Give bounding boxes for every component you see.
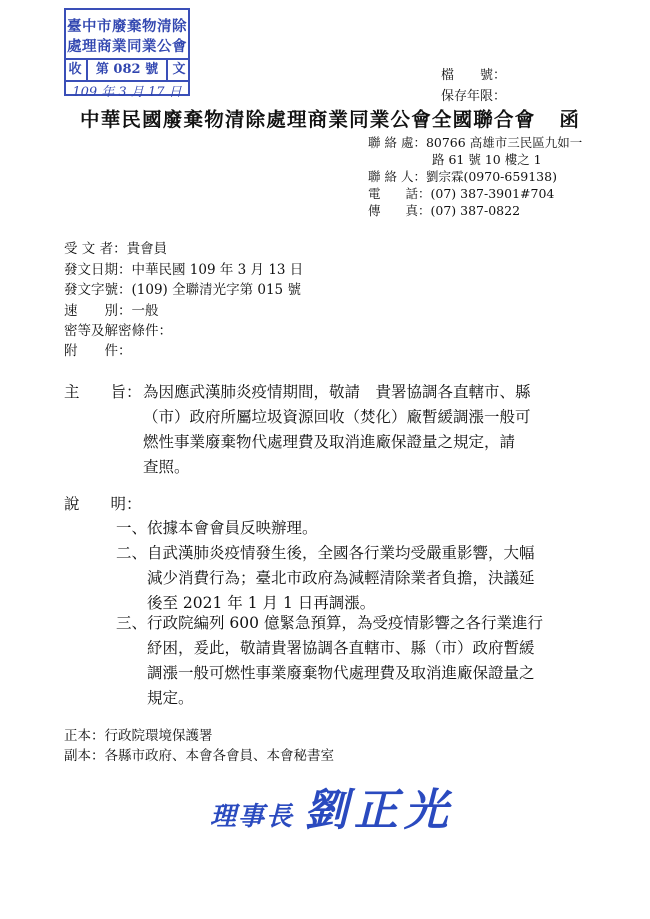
document-title [80,104,580,132]
item-line: 自武漢肺炎疫情發生後，全國各行業均受嚴重影響，大幅 [147,544,535,562]
stamp-line-1: 臺中市廢棄物清除 [67,18,187,35]
retention-label: 保存年限： [441,89,507,104]
subject-line: （市）政府所屬垃圾資源回收（焚化）廠暫緩調漲一般可 [143,408,531,426]
speed-field [64,299,159,319]
field-label: 密等及解密條件： [64,323,172,339]
main-recipient-label: 正本： [64,728,105,744]
field-label: 發文日期： [64,262,132,278]
fax-number: (07) 387-0822 [430,203,521,218]
copy-recipient-label: 副本： [64,748,105,764]
explanation-item-3 [147,611,607,711]
field-value: 一般 [131,303,159,319]
phone-row [368,184,554,202]
address-line-2: 路 61 號 10 樓之 1 [432,152,542,167]
subject-line: 燃性事業廢棄物代處理費及取消進廠保證量之規定，請 [143,433,516,451]
chairman-signature [210,774,454,838]
stamp-line-2: 處理商業同業公會 [67,38,187,55]
copy-recipient-value: 各縣市政府、本會各會員、本會秘書室 [104,748,334,764]
main-recipient-value: 行政院環境保護署 [104,728,213,744]
phone-label: 電 話： [368,186,431,201]
explanation-item-3-num: 三、 [116,614,148,632]
item-line: 依據本會會員反映辦理。 [147,519,318,537]
doc-type: 函 [559,108,581,131]
subject-label: 主 旨： [64,383,142,401]
main-recipient-row [64,724,213,744]
stamp-doc: 文 [166,60,190,80]
address-row [368,133,582,151]
address-label: 聯 絡 處： [368,135,426,150]
copy-recipient-row [64,744,334,764]
item-line: 後至 2021 年 1 月 1 日再調漲。 [147,594,376,612]
field-label: 受 文 者： [64,241,127,257]
field-value: 貴會員 [126,241,168,257]
address-line-1: 80766 高雄市三民區九如一 [425,135,583,150]
receipt-stamp [64,8,190,100]
classification-field [64,319,172,339]
fax-row [368,201,520,219]
contact-row [368,167,557,185]
item-line: 調漲一般可燃性事業廢棄物代處理費及取消進廠保證量之 [147,664,535,682]
stamp-number-row [64,58,190,82]
item-line: 減少消費行為；臺北市政府為減輕清除業者負擔，決議延 [147,569,535,587]
subject-text [143,380,603,480]
item-line: 規定。 [147,689,194,707]
subject-line: 為因應武漢肺炎疫情期間，敬請 貴署協調各直轄市、縣 [143,383,531,401]
doc-number-field [64,278,301,298]
contact-person: 劉宗霖(0970-659138) [425,169,557,184]
explanation-item-1 [116,516,318,541]
field-label: 附 件： [64,343,132,359]
explanation-label: 說 明： [64,495,142,513]
signature-title: 理事長 [210,802,295,832]
item-line: 行政院編列 600 億緊急預算，為受疫情影響之各行業進行 [147,614,543,632]
subject-line: 查照。 [143,458,190,476]
item-line: 紓困，爰此，敬請貴署協調各直轄市、縣（市）政府暫緩 [147,639,535,657]
field-label: 發文字號： [64,282,132,298]
field-value: (109) 全聯清光字第 015 號 [131,282,301,298]
item-number: 一、 [116,519,148,537]
fax-label: 傳 真： [368,203,431,218]
issue-date-field [64,258,303,278]
field-label: 速 別： [64,303,132,319]
phone-number: (07) 387-3901#704 [430,186,555,201]
recipient-field [64,237,167,257]
attachment-field [64,339,132,359]
file-number-label: 檔 號： [441,68,507,83]
org-name: 中華民國廢棄物清除處理商業同業公會全國聯合會 [80,108,536,131]
stamp-receive: 收 [64,60,88,80]
signature-name: 劉正光 [304,785,455,836]
contact-label: 聯 絡 人： [368,169,426,184]
explanation-item-2-num: 二、 [116,544,148,562]
field-value: 中華民國 109 年 3 月 13 日 [131,262,304,278]
explanation-item-2 [147,541,607,616]
stamp-date: 109 年 3 月 17 日 [72,85,182,100]
stamp-number: 第 082 號 [95,62,159,77]
